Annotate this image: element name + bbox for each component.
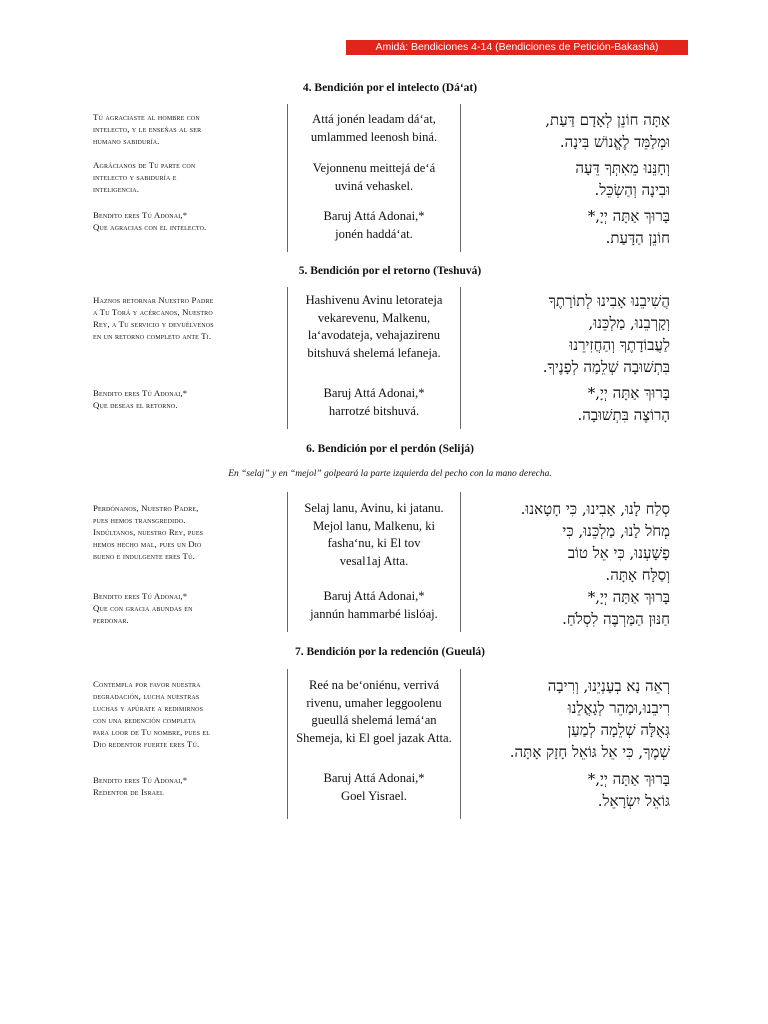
- transliteration-text: Vejonnenu meittejá de‘á uviná vehaskel.: [312, 161, 436, 193]
- transliteration-text: Attá jonén leadam dá‘at, umlammed leenosh biná.: [310, 112, 438, 144]
- transliteration-text: Hashivenu Avinu letorateja vekarevenu, Malkenu, la‘avodateja, vehajazirenu bitshuvá shelemá lefaneja.: [305, 293, 443, 360]
- section-title: 6. Bendición por el perdón (Selijá): [306, 443, 474, 455]
- spanish-text: Haznos retornar Nuestro Padre a Tu Torá y acércanos, Nuestro Rey, a Tu servicio y devuélvenos en un retorno completo ante Ti.: [93, 295, 214, 341]
- column-divider: [460, 669, 461, 819]
- section-title: 5. Bendición por el retorno (Teshuvá): [298, 265, 482, 277]
- spanish-text: Bendito eres Tú Adonai,* Que deseas el retorno.: [93, 388, 188, 410]
- hebrew-text: וְחָנֵּנוּ מֵאִתְּךָ דֵּעָה וּבִינָה וְהַשְׂכֵּל.: [575, 159, 670, 199]
- transliteration-text: Selaj lanu, Avinu, ki jatanu. Mejol lanu, Malkenu, ki fasha‘nu, ki El tov vesal1aj Atta.: [304, 501, 444, 568]
- column-divider: [287, 669, 288, 819]
- instruction-note: En “selaj” y en “mejol” golpeará la parte izquierda del pecho con la mano derecha.: [228, 469, 552, 479]
- hebrew-text: בָּרוּךְ אַתָּה יְיָ,* חוֹנֵן הַדָּעַת.: [587, 207, 670, 247]
- hebrew-text: בָּרוּךְ אַתָּה יְיָ,* חַנּוּן הַמַּרְבֶּה לִסְלֹחַ.: [562, 588, 670, 628]
- section-title: 4. Bendición por el intelecto (Dá‘at): [302, 82, 478, 94]
- section-title: 7. Bendición por la redención (Gueulá): [295, 646, 485, 658]
- spanish-text: Agrácianos de Tu parte con intelecto y sabiduría e inteligencia.: [93, 160, 196, 194]
- spanish-text: Bendito eres Tú Adonai,* Que agracias con el intelecto.: [93, 210, 207, 232]
- transliteration-text: Reé na be‘oniénu, verrivá rivenu, umaher leggoolenu gueullá shelemá lemá‘an Shemeja, ki El goel jazak Atta.: [296, 678, 452, 745]
- transliteration-text: Baruj Attá Adonai,* harrotzé bitshuvá.: [323, 386, 425, 418]
- spanish-text: Bendito eres Tú Adonai,* Que con gracia abundas en perdonar.: [93, 591, 193, 625]
- column-divider: [287, 287, 288, 429]
- hebrew-text: הֲשִׁיבֵנוּ אָבִינוּ לְתוֹרָתֶךָ וְקָרְבֵנוּ, מַלְכֵּנוּ, לַעֲבוֹדָתֶךָ וְהַחֲזִירֵנוּ בִּתְשׁוּבָה שְׁלֵמָה לְפָנֶיךָ.: [542, 292, 670, 376]
- column-divider: [460, 287, 461, 429]
- document-header: Amidá: Bendiciones 4-14 (Bendiciones de Petición-Bakashá): [346, 40, 688, 55]
- spanish-text: Perdónanos, Nuestro Padre, pues hemos transgredido. Indúltanos, nuestro Rey, pues hemos hecho mal, pues un Dio bueno e indulgente eres Tú.: [93, 503, 204, 561]
- hebrew-text: בָּרוּךְ אַתָּה יְיָ,* הָרוֹצֶה בִּתְשׁוּבָה.: [577, 384, 670, 424]
- column-divider: [460, 492, 461, 632]
- hebrew-text: בָּרוּךְ אַתָּה יְיָ,* גּוֹאֵל יִשְׂרָאֵל.: [587, 770, 670, 810]
- transliteration-text: Baruj Attá Adonai,* jannún hammarbé lislóaj.: [310, 589, 438, 621]
- hebrew-text: סְלַח לָנוּ, אָבִינוּ, כִּי חָטָאנוּ. מְחֹל לָנוּ, מַלְכֵּנוּ, כִּי פָשָׁעְנוּ, כִּי אֵל טוֹב וְסַלָּח אָתָּה.: [520, 500, 670, 584]
- hebrew-text: אַתָּה חוֹנֵן לְאָדָם דַּעַת, וּמְלַמֵּד לֶאֱנוֹשׁ בִּינָה.: [545, 111, 670, 151]
- hebrew-text: רְאֵה נָא בְעָנְיֵנוּ, וְרִיבָה רִיבֵנוּ,וּמַהֵר לְגָאֳלֵנוּ גְּאֻלָּה שְׁלֵמָה לְמַעַן שְׁמֶךָ, כִּי אֵל גּוֹאֵל חָזָק אָתָּה.: [509, 677, 670, 761]
- spanish-text: Tú agraciaste al hombre con intelecto, y le enseñas al ser humano sabiduría.: [93, 112, 202, 146]
- column-divider: [287, 492, 288, 632]
- column-divider: [460, 104, 461, 252]
- spanish-text: Contempla por favor nuestra degradación, lucha nuestras luchas y apúrate a redimirnos con una redención completa para loor de Tu nombre, pues el Dio redentor fuerte eres Tú.: [93, 679, 211, 749]
- spanish-text: Bendito eres Tú Adonai,* Redentor de Israel: [93, 775, 188, 797]
- column-divider: [287, 104, 288, 252]
- transliteration-text: Baruj Attá Adonai,* Goel Yisrael.: [323, 771, 425, 803]
- transliteration-text: Baruj Attá Adonai,* jonén haddá‘at.: [323, 209, 425, 241]
